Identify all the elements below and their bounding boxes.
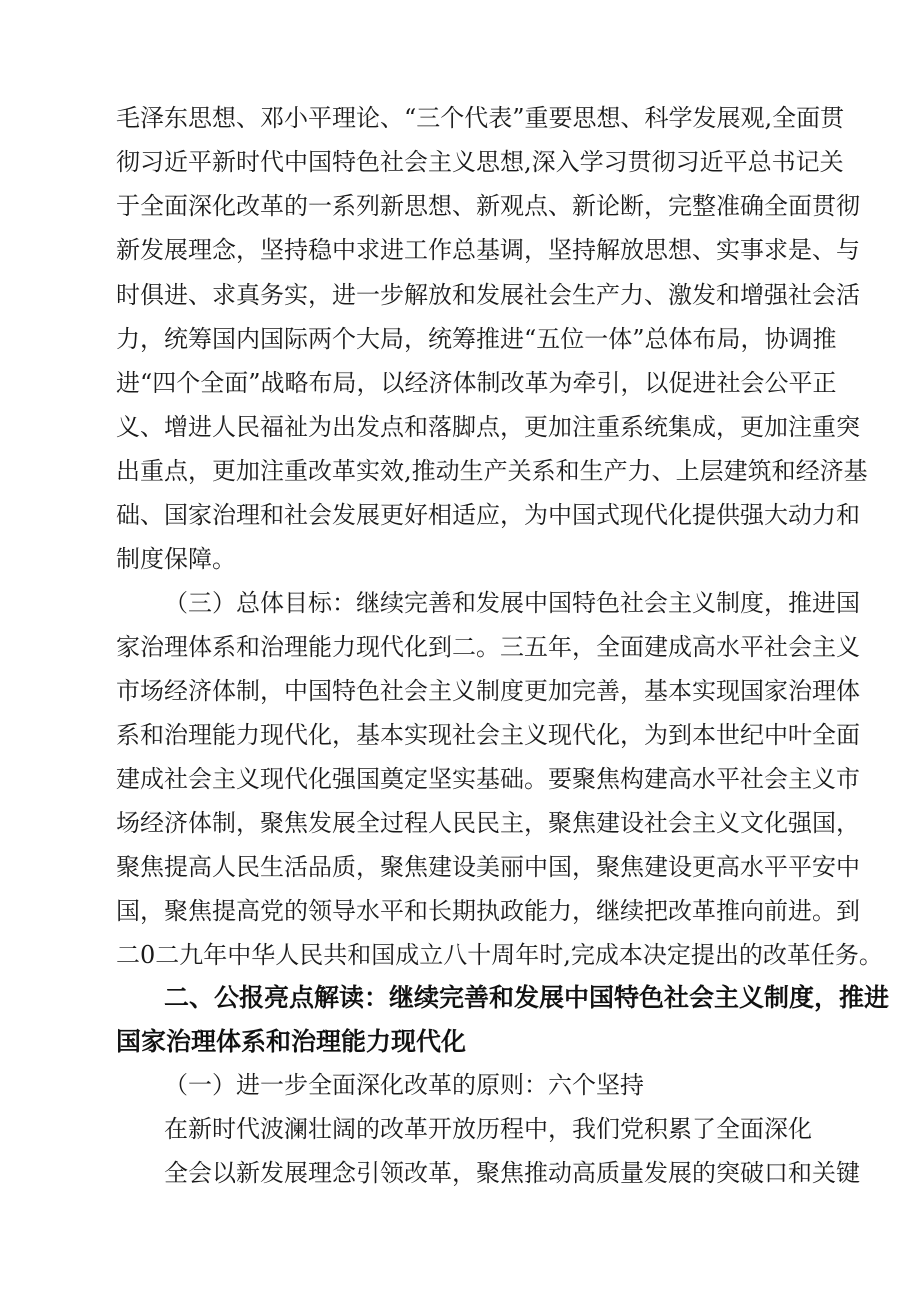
- text-line: 二0二九年中华人民共和国成立八十周年时,完成本决定提出的改革任务。: [116, 941, 883, 969]
- text-line: 聚焦提高人民生活品质，聚焦建设美丽中国，聚焦建设更高水平平安中: [116, 853, 860, 881]
- text-line: 义、增进人民福祉为出发点和落脚点，更加注重系统集成，更加注重突: [116, 413, 860, 441]
- text-line: 在新时代波澜壮阔的改革开放历程中，我们党积累了全面深化: [164, 1115, 812, 1143]
- text-line: 时俱进、求真务实，进一步解放和发展社会生产力、激发和增强社会活: [116, 281, 860, 309]
- text-line: 全会以新发展理念引领改革，聚焦推动高质量发展的突破口和关键: [164, 1159, 860, 1187]
- text-line: 新发展理念，坚持稳中求进工作总基调，坚持解放思想、实事求是、与: [116, 236, 860, 264]
- text-line: 制度保障。: [116, 545, 236, 573]
- subheading: （一）进一步全面深化改革的原则：六个坚持: [164, 1071, 644, 1099]
- text-line: 建成社会主义现代化强国奠定坚实基础。要聚焦构建高水平社会主义市: [116, 765, 860, 793]
- text-line: 础、国家治理和社会发展更好相适应，为中国式现代化提供强大动力和: [116, 501, 860, 529]
- text-line: （三）总体目标：继续完善和发展中国特色社会主义制度，推进国: [164, 589, 860, 617]
- text-line: 力，统筹国内国际两个大局，统筹推进“五位一体”总体布局，协调推: [116, 325, 837, 353]
- text-line: 出重点，更加注重改革实效,推动生产关系和生产力、上层建筑和经济基: [116, 457, 868, 485]
- text-line: 于全面深化改革的一系列新思想、新观点、新论断，完整准确全面贯彻: [116, 192, 860, 220]
- text-line: 毛泽东思想、邓小平理论、“三个代表”重要思想、科学发展观,全面贯: [116, 104, 845, 132]
- heading-line: 二、公报亮点解读：继续完善和发展中国特色社会主义制度，推进: [164, 983, 890, 1012]
- text-line: 市场经济体制，中国特色社会主义制度更加完善，基本实现国家治理体: [116, 677, 860, 705]
- text-line: 系和治理能力现代化，基本实现社会主义现代化，为到本世纪中叶全面: [116, 721, 860, 749]
- text-line: 国，聚焦提高党的领导水平和长期执政能力，继续把改革推向前进。到: [116, 897, 860, 925]
- text-line: 进“四个全面”战略布局，以经济体制改革为牵引，以促进社会公平正: [116, 369, 837, 397]
- heading-line: 国家治理体系和治理能力现代化: [116, 1027, 467, 1056]
- text-line: 家治理体系和治理能力现代化到二。三五年，全面建成高水平社会主义: [116, 633, 860, 661]
- text-line: 彻习近平新时代中国特色社会主义思想,深入学习贯彻习近平总书记关: [116, 148, 844, 176]
- text-line: 场经济体制，聚焦发展全过程人民民主，聚焦建设社会主义文化强国，: [116, 809, 860, 837]
